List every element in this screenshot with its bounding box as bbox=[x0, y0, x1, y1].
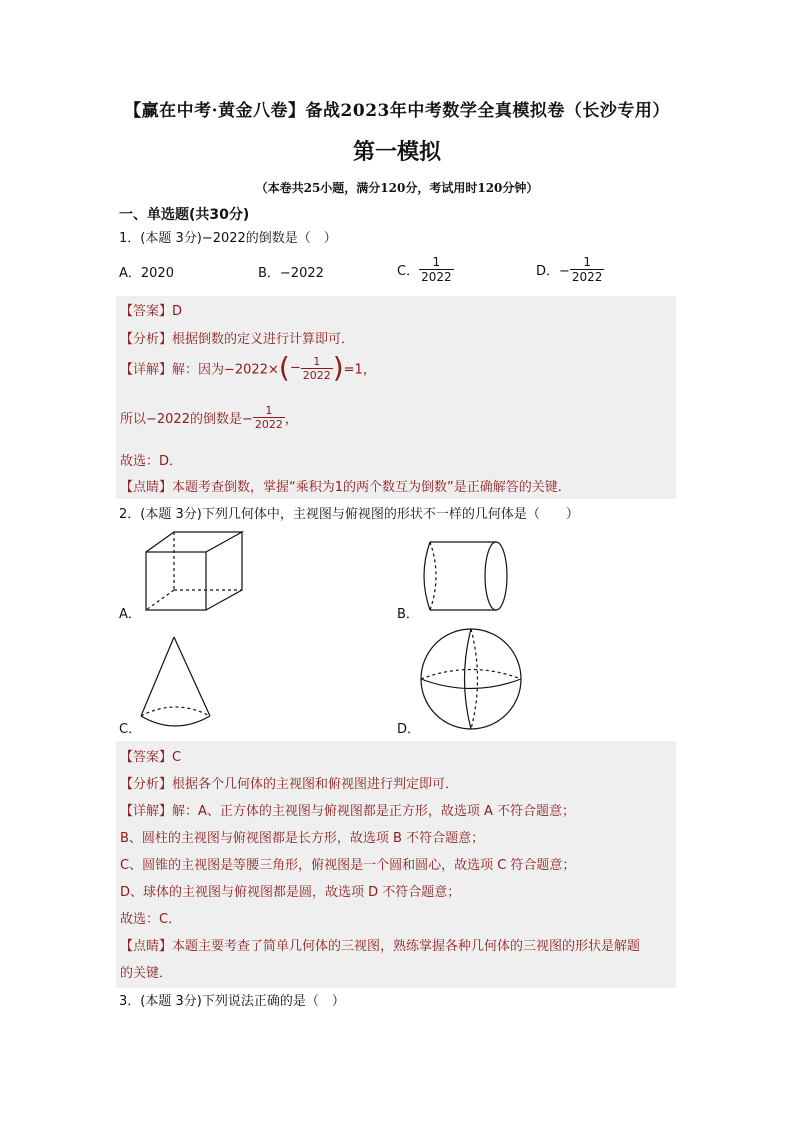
exam-subtitle: 第一模拟 bbox=[352, 139, 441, 165]
q1-conclusion-prefix: 所以−2022的倒数是− bbox=[120, 412, 253, 427]
q2-detail-4: D、球体的主视图与俯视图都是圆，故选项 D 不符合题意； bbox=[120, 885, 461, 900]
q2-detail-3: C、圆锥的主视图是等腰三角形，俯视图是一个圆和圆心，故选项 C 符合题意； bbox=[120, 858, 576, 873]
q1-choice: 故选：D． bbox=[120, 454, 183, 469]
q2-detail-1: 【详解】解：A、正方体的主视图与俯视图都是正方形，故选项 A 不符合题意； bbox=[120, 804, 576, 819]
q1-option-c-fraction bbox=[419, 255, 454, 284]
q2-option-a-label: A． bbox=[119, 607, 141, 622]
q1-conclusion bbox=[120, 404, 298, 431]
q1-option-b: B．−2022 bbox=[258, 266, 324, 281]
q1-detail-fraction bbox=[301, 355, 333, 382]
question-2-stem: 2．(本题 3分)下列几何体中，主视图与俯视图的形状不一样的几何体是（ ） bbox=[119, 507, 579, 522]
q1-detail-inner: − bbox=[289, 360, 301, 376]
q2-analysis: 【分析】根据各个几何体的主视图和俯视图进行判定即可． bbox=[120, 777, 459, 792]
left-paren: ( bbox=[278, 351, 290, 384]
fraction-numerator: 1 bbox=[583, 255, 591, 269]
fraction-denominator: 2022 bbox=[571, 270, 603, 284]
q1-option-d-label: D．− bbox=[536, 264, 570, 279]
exam-title: 【赢在中考·黄金八卷】备战2023年中考数学全真模拟卷（长沙专用） bbox=[124, 101, 670, 121]
q1-option-c-label: C． bbox=[397, 264, 420, 279]
cylinder-figure bbox=[414, 536, 514, 616]
fraction-denominator: 2022 bbox=[302, 368, 331, 382]
sphere-figure bbox=[418, 626, 526, 732]
cone-figure bbox=[138, 634, 216, 730]
q1-option-c bbox=[397, 255, 454, 284]
q1-analysis: 【分析】根据倒数的定义进行计算即可． bbox=[120, 332, 355, 347]
q1-option-a: A．2020 bbox=[119, 266, 174, 281]
q1-conclusion-fraction bbox=[253, 404, 285, 431]
q1-answer: 【答案】D bbox=[120, 304, 183, 319]
fraction-numerator: 1 bbox=[313, 354, 321, 368]
q1-answer-box bbox=[116, 296, 676, 499]
q2-choice: 故选：C． bbox=[120, 912, 182, 927]
fraction-denominator: 2022 bbox=[254, 418, 283, 431]
fraction-denominator: 2022 bbox=[421, 270, 452, 284]
q2-comment-2: 的关键． bbox=[120, 966, 173, 981]
q1-detail-suffix: =1， bbox=[343, 362, 376, 378]
question-3-stem: 3．(本题 3分)下列说法正确的是（ ） bbox=[119, 994, 345, 1009]
q1-detail bbox=[120, 351, 376, 384]
q1-conclusion-suffix: ， bbox=[284, 412, 298, 427]
q2-option-b-label: B． bbox=[397, 607, 419, 622]
section-title: 一、单选题(共30分) bbox=[119, 207, 250, 223]
question-1-stem: 1．(本题 3分)−2022的倒数是（ ） bbox=[119, 231, 337, 246]
right-paren: ) bbox=[332, 351, 344, 384]
q2-detail-2: B、圆柱的主视图与俯视图都是长方形，故选项 B 不符合题意； bbox=[120, 831, 485, 846]
exam-note: （本卷共25小题，满分120分，考试用时120分钟） bbox=[255, 181, 539, 195]
q2-comment-1: 【点睛】本题主要考查了简单几何体的三视图，熟练掌握各种几何体的三视图的形状是解题 bbox=[120, 939, 641, 954]
q2-option-d-label: D． bbox=[397, 722, 421, 737]
q2-option-c-label: C． bbox=[119, 722, 142, 737]
q1-comment: 【点睛】本题考查倒数，掌握“乘积为1的两个数互为倒数”是正确解答的关键． bbox=[120, 480, 571, 495]
fraction-numerator: 1 bbox=[265, 404, 273, 417]
q1-option-d bbox=[536, 255, 604, 284]
cube-figure bbox=[138, 528, 250, 616]
q2-answer-box bbox=[116, 741, 676, 988]
q2-answer: 【答案】C bbox=[120, 750, 182, 765]
fraction-numerator: 1 bbox=[432, 255, 441, 269]
q1-detail-prefix: 【详解】解：因为−2022× bbox=[120, 362, 279, 378]
q1-option-d-fraction bbox=[570, 255, 605, 284]
